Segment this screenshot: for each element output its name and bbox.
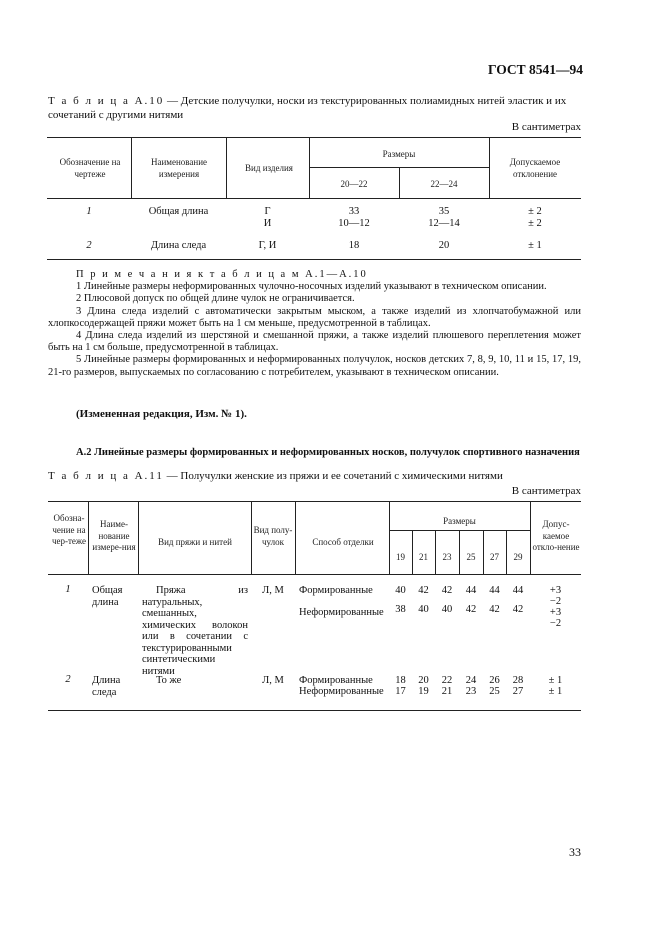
a11-header-yarn: Вид пряжи и нитей bbox=[158, 537, 232, 547]
a11-row1-n-27: 42 bbox=[489, 604, 500, 615]
a11-row2-n-29: 27 bbox=[512, 686, 524, 697]
a11-row2-f-29: 28 bbox=[512, 675, 524, 686]
a11-header-size-29: 29 bbox=[513, 552, 523, 562]
a11-row2-number: 2 bbox=[65, 674, 71, 685]
note-item-1: 1 Линейные размеры неформированных чулочно-носочных изделий указывают в техническом описании. bbox=[76, 281, 547, 293]
table-a10-label: Т а б л и ц а А.10 bbox=[48, 95, 165, 107]
a11-header-size-21: 21 bbox=[419, 552, 428, 562]
table-a11-label: Т а б л и ц а А.11 bbox=[48, 470, 164, 482]
a11-row1-name: Общая длина bbox=[92, 585, 123, 608]
a11-header-tolerance: Допус-каемое откло-нение bbox=[532, 519, 580, 552]
a11-row1-finish-2: Неформированные bbox=[299, 607, 384, 618]
a11-row1-f-23: 42 bbox=[441, 585, 453, 596]
a11-row1-f-27: 44 bbox=[489, 585, 500, 596]
a11-header-finish: Способ отделки bbox=[312, 537, 374, 547]
a11-row1-f-19: 40 bbox=[395, 585, 406, 596]
a11-row1-yarn: Пряжа из натуральных, смешанных, химических волокон или в сочетании с текстурированными синтетическими нитями bbox=[142, 585, 248, 677]
a11-row1-n-23: 40 bbox=[441, 604, 453, 615]
standard-header: ГОСТ 8541—94 bbox=[487, 62, 583, 77]
a11-row1-f-21: 42 bbox=[418, 585, 429, 596]
row1-tolerance-2: ± 2 bbox=[528, 218, 542, 229]
a11-row1-n-19: 38 bbox=[395, 604, 406, 615]
row2-size-b: 20 bbox=[438, 240, 450, 251]
a11-row1-f-25: 44 bbox=[465, 585, 477, 596]
header-size-20-22: 20—22 bbox=[340, 179, 368, 189]
a11-header-designation: Обозна-чение на чер-теже bbox=[51, 513, 87, 546]
a11-row1-n-29: 42 bbox=[512, 604, 524, 615]
row2-tolerance: ± 1 bbox=[528, 240, 542, 251]
a11-row2-finish-1: Формированные bbox=[299, 675, 373, 686]
a11-row2-tol-2: ± 1 bbox=[548, 686, 563, 697]
section-heading-a2: А.2 Линейные размеры формированных и неформированных носков, получулок спортивного назначения bbox=[76, 447, 580, 458]
table-a10-units: В сантиметрах bbox=[511, 121, 581, 133]
a11-row1-number: 1 bbox=[65, 584, 71, 595]
header-tolerance: Допускаемое отклонение bbox=[509, 157, 561, 179]
a11-row2-f-19: 18 bbox=[395, 675, 406, 686]
header-size-22-24: 22—24 bbox=[430, 179, 458, 189]
row1-number: 1 bbox=[86, 206, 92, 217]
notes bbox=[48, 269, 581, 379]
a11-row2-name: Длина следа bbox=[92, 675, 121, 698]
row1-product-1: Г bbox=[264, 206, 271, 217]
a11-header-product: Вид полу-чулок bbox=[253, 525, 293, 547]
table-a11-units: В сантиметрах bbox=[511, 485, 581, 497]
table-a11-title: — Получулки женские из пряжи и ее сочетаний с химическими нитями bbox=[163, 470, 503, 482]
a11-row1-n-21: 40 bbox=[418, 604, 429, 615]
a11-header-size-27: 27 bbox=[490, 552, 499, 562]
row1-size-b-1: 35 bbox=[438, 206, 450, 217]
header-measurement: Наименование измерения bbox=[150, 157, 208, 179]
a11-row2-f-27: 26 bbox=[489, 675, 500, 686]
header-product: Вид изделия bbox=[245, 163, 293, 173]
a11-header-measurement: Наиме-нование измере-ния bbox=[92, 519, 136, 552]
a11-row1-f-29: 44 bbox=[512, 585, 524, 596]
a11-row2-finish-2: Неформированные bbox=[299, 686, 384, 697]
row1-size-b-2: 12—14 bbox=[428, 218, 460, 229]
a11-row2-product: Л, М bbox=[262, 675, 284, 686]
a11-row1-tol-1: +3 bbox=[549, 585, 562, 596]
row2-name: Длина следа bbox=[150, 240, 207, 251]
header-designation: Обозначение на чертеже bbox=[59, 157, 121, 179]
amendment-note: (Измененная редакция, Изм. № 1). bbox=[76, 408, 247, 420]
table-a11 bbox=[48, 501, 581, 710]
a11-row1-tol-4: −2 bbox=[549, 618, 562, 629]
a11-header-size-19: 19 bbox=[396, 552, 405, 562]
note-item-2: 2 Плюсовой допуск по общей длине чулок не ограничивается. bbox=[76, 293, 355, 305]
notes-title: П р и м е ч а н и я к т а б л и ц а м А.1—А.10 bbox=[76, 269, 368, 280]
a11-header-sizes: Размеры bbox=[443, 516, 476, 526]
table-a10-caption bbox=[48, 94, 581, 122]
row2-product: Г, И bbox=[258, 240, 277, 251]
note-item-4: 4 Длина следа изделий из шерстяной и смешанной пряжи, а также изделий плюшевого переплетения может быть на 1 см больше, предусмотренной в таблицах. bbox=[48, 330, 581, 354]
row2-number: 2 bbox=[86, 240, 92, 251]
page-number: 33 bbox=[569, 845, 581, 859]
a11-header-size-25: 25 bbox=[466, 552, 476, 562]
a11-row1-finish-1: Формированные bbox=[299, 585, 373, 596]
a11-row2-n-23: 21 bbox=[441, 686, 453, 697]
row1-size-a-2: 10—12 bbox=[338, 218, 370, 229]
a11-row2-f-21: 20 bbox=[418, 675, 429, 686]
a11-row2-n-19: 17 bbox=[395, 686, 406, 697]
a11-row2-n-25: 23 bbox=[465, 686, 477, 697]
row1-tolerance-1: ± 2 bbox=[528, 206, 542, 217]
row1-size-a-1: 33 bbox=[348, 206, 360, 217]
a11-row1-tol-2: −2 bbox=[549, 596, 562, 607]
a11-row2-n-21: 19 bbox=[418, 686, 429, 697]
note-item-5: 5 Линейные размеры формированных и неформированных получулок, носков детских 7, 8, 9, 10, 11 и 15, 17, 19, 21-го размеров, выпускаемых по согласованию с потребителем, указывают в техническом описании. bbox=[48, 354, 581, 378]
a11-row2-f-23: 22 bbox=[441, 675, 453, 686]
a11-row2-n-27: 25 bbox=[489, 686, 500, 697]
table-a10 bbox=[47, 137, 581, 259]
a11-header-size-23: 23 bbox=[442, 552, 452, 562]
a11-row1-tol-3: +3 bbox=[549, 607, 562, 618]
row2-size-a: 18 bbox=[348, 240, 360, 251]
table-a10-title: — Детские получулки, носки из текстурированных полиамидных нитей эластик и их сочетаний с другими нитями bbox=[48, 95, 567, 121]
row1-product-2: И bbox=[263, 218, 272, 229]
a11-row1-n-25: 42 bbox=[465, 604, 477, 615]
header-sizes: Размеры bbox=[382, 149, 416, 159]
row1-name: Общая длина bbox=[148, 206, 209, 217]
a11-row2-f-25: 24 bbox=[465, 675, 477, 686]
a11-row2-tol-1: ± 1 bbox=[548, 675, 563, 686]
a11-row2-yarn: То же bbox=[156, 675, 182, 686]
a11-row1-product: Л, М bbox=[262, 585, 284, 596]
note-item-3: 3 Длина следа изделий с автоматически закрытым мыском, а также изделий из хлопчатобумажной или хлопкосодержащей пряжи может быть на 1 см меньше, предусмотренной в таблицах. bbox=[48, 305, 581, 329]
table-a11-caption bbox=[48, 469, 581, 483]
